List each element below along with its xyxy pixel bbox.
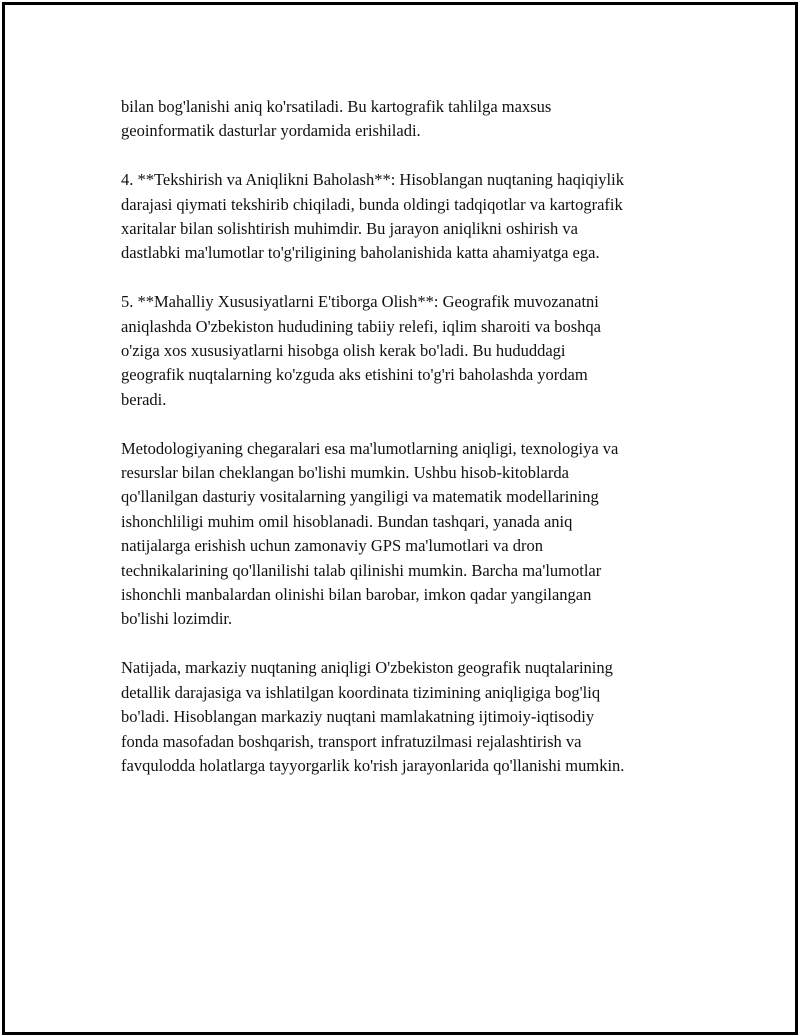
text-line: fonda masofadan boshqarish, transport infratuzilmasi rejalashtirish va bbox=[121, 731, 582, 751]
text-line: 5. **Mahalliy Xususiyatlarni E'tiborga Olish**: Geografik muvozanatni bbox=[121, 292, 599, 312]
text-line: qo'llanilgan dasturiy vositalarning yangiligi va matematik modellarining bbox=[121, 487, 599, 507]
paragraph-limitations bbox=[121, 437, 691, 632]
text-line: geoinformatik dasturlar yordamida erishiladi. bbox=[121, 121, 421, 141]
text-line: dastlabki ma'lumotlar to'g'riligining baholanishida katta ahamiyatga ega. bbox=[121, 243, 600, 263]
text-line: beradi. bbox=[121, 389, 167, 409]
paragraph-verification bbox=[121, 168, 691, 266]
page-frame bbox=[2, 2, 798, 1035]
text-line: bo'lishi lozimdir. bbox=[121, 609, 233, 629]
paragraph-local-features bbox=[121, 290, 691, 412]
text-line: detallik darajasiga va ishlatilgan koordinata tizimining aniqligiga bog'liq bbox=[121, 682, 601, 702]
text-line: ishonchliligi muhim omil hisoblanadi. Bundan tashqari, yanada aniq bbox=[121, 511, 573, 531]
text-line: bilan bog'lanishi aniq ko'rsatiladi. Bu kartografik tahlilga maxsus bbox=[121, 97, 552, 116]
text-line: Metodologiyaning chegaralari esa ma'lumotlarning aniqligi, texnologiya va bbox=[121, 438, 619, 458]
text-line: xaritalar bilan solishtirish muhimdir. Bu jarayon aniqlikni oshirish va bbox=[121, 219, 578, 239]
text-line: geografik nuqtalarning ko'zguda aks etishini to'g'ri baholashda yordam bbox=[121, 365, 588, 385]
text-line: resurslar bilan cheklangan bo'lishi mumkin. Ushbu hisob-kitoblarda bbox=[121, 463, 569, 483]
text-line: Natijada, markaziy nuqtaning aniqligi O'zbekiston geografik nuqtalarining bbox=[121, 658, 613, 678]
paragraph-continuation bbox=[121, 95, 691, 144]
paragraph-conclusion bbox=[121, 656, 691, 778]
text-line: o'ziga xos xususiyatlarni hisobga olish kerak bo'ladi. Bu hududdagi bbox=[121, 341, 566, 361]
text-line: darajasi qiymati tekshirib chiqiladi, bunda oldingi tadqiqotlar va kartografik bbox=[121, 194, 623, 214]
text-line: favqulodda holatlarga tayyorgarlik ko'rish jarayonlarida qo'llanishi mumkin. bbox=[121, 755, 625, 775]
text-line: ishonchli manbalardan olinishi bilan barobar, imkon qadar yangilangan bbox=[121, 585, 592, 605]
document-body bbox=[121, 95, 691, 803]
text-line: natijalarga erishish uchun zamonaviy GPS ma'lumotlari va dron bbox=[121, 536, 543, 556]
text-line: technikalarining qo'llanilishi talab qilinishi mumkin. Barcha ma'lumotlar bbox=[121, 560, 602, 580]
text-line: bo'ladi. Hisoblangan markaziy nuqtani mamlakatning ijtimoiy-iqtisodiy bbox=[121, 707, 595, 727]
text-line: aniqlashda O'zbekiston hududining tabiiy relefi, iqlim sharoiti va boshqa bbox=[121, 316, 602, 336]
text-line: 4. **Tekshirish va Aniqlikni Baholash**: Hisoblangan nuqtaning haqiqiylik bbox=[121, 170, 624, 190]
